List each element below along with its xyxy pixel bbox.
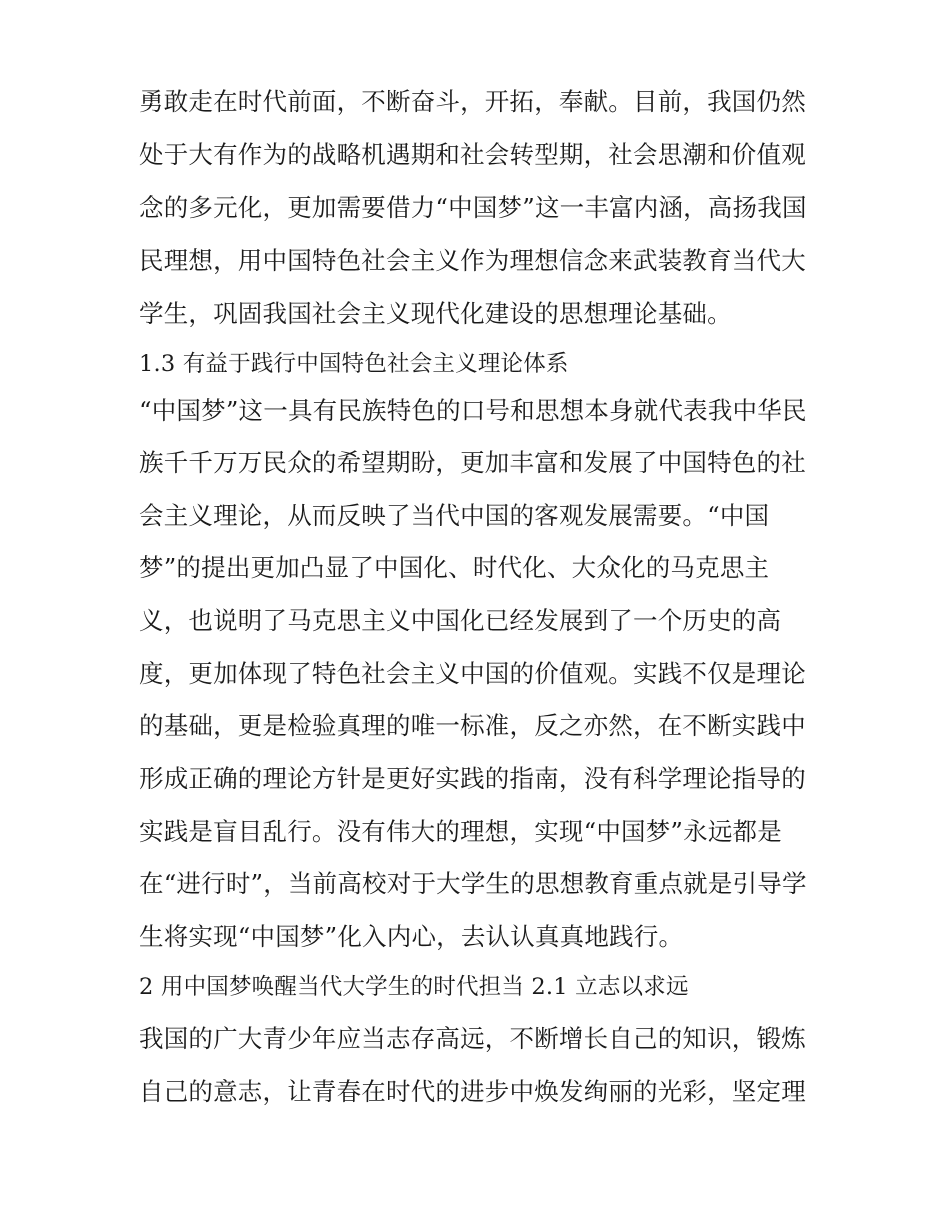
text-line: 的基础，更是检验真理的唯一标准，反之亦然，在不断实践中 [139,711,806,740]
text-line: 学生，巩固我国社会主义现代化建设的思想理论基础。 [139,299,732,328]
text-line: 在“进行时”，当前高校对于大学生的思想教育重点就是引导学 [139,869,807,898]
text-line: 生将实现“中国梦”化入内心，去认认真真地践行。 [139,922,684,951]
text-line: 我国的广大青少年应当志存高远，不断增长自己的知识，锻炼 [139,1024,806,1053]
text-line: 民理想，用中国特色社会主义作为理想信念来武装教育当代大 [139,246,806,275]
text-line: 度，更加体现了特色社会主义中国的价值观。实践不仅是理论 [139,659,806,688]
text-line: 形成正确的理论方针是更好实践的指南，没有科学理论指导的 [139,764,806,793]
text-line: 实践是盲目乱行。没有伟大的理想，实现“中国梦”永远都是 [139,817,782,846]
text-line: 勇敢走在时代前面，不断奋斗，开拓，奉献。目前，我国仍然 [139,87,806,116]
text-line: 义，也说明了马克思主义中国化已经发展到了一个历史的高 [139,606,782,635]
text-line: 梦”的提出更加凸显了中国化、时代化、大众化的马克思主 [139,553,770,582]
text-line: 处于大有作为的战略机遇期和社会转型期，社会思潮和价值观 [139,140,806,169]
text-line: 族千千万万民众的希望期盼，更加丰富和发展了中国特色的社 [139,448,806,477]
section-heading: 2 用中国梦唤醒当代大学生的时代担当 2.1 立志以求远 [139,974,689,1000]
text-line: 会主义理论，从而反映了当代中国的客观发展需要。“中国 [139,501,770,530]
text-line: “中国梦”这一具有民族特色的口号和思想本身就代表我中华民 [139,396,807,425]
text-line: 自己的意志，让青春在时代的进步中焕发绚丽的光彩，坚定理 [139,1077,806,1106]
text-line: 念的多元化，更加需要借力“中国梦”这一丰富内涵，高扬我国 [139,193,807,222]
section-heading: 1.3 有益于践行中国特色社会主义理论体系 [139,351,569,377]
